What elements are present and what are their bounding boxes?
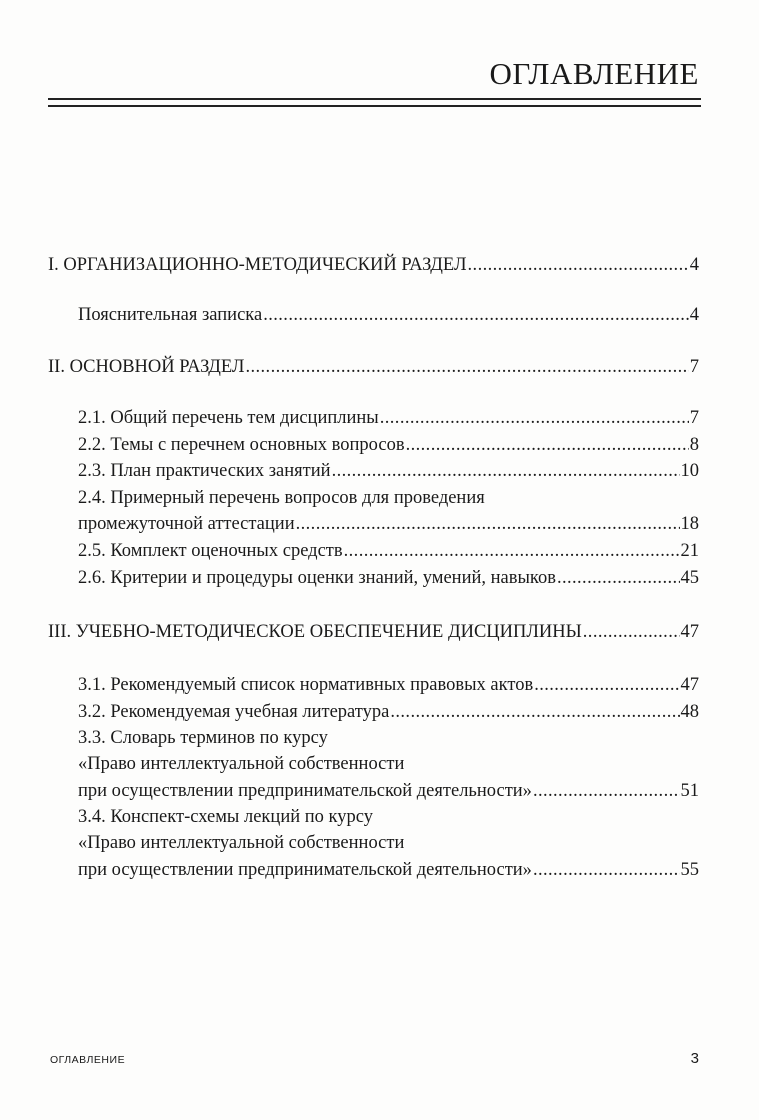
toc-entry-text: промежуточной аттестации [78, 514, 295, 534]
toc-entry-3-3-line1: 3.3. Словарь терминов по курсу [78, 728, 328, 748]
toc-entry-3-3-line2: «Право интеллектуальной собственности [78, 754, 405, 774]
toc-leader-dots [344, 539, 680, 563]
toc-entry-page: 7 [689, 357, 699, 377]
toc-entry-2-4[interactable] [78, 512, 699, 536]
toc-entry-text: I. ОРГАНИЗАЦИОННО-МЕТОДИЧЕСКИЙ РАЗДЕЛ [48, 255, 467, 275]
toc-entry-text: 2.5. Комплект оценочных средств [78, 541, 343, 561]
toc-leader-dots [533, 858, 680, 882]
toc-entry-page: 47 [680, 622, 699, 642]
toc-entry-3-4-line2: «Право интеллектуальной собственности [78, 833, 405, 853]
title-rule-upper [48, 98, 701, 100]
toc-entry-3-1[interactable] [78, 673, 699, 697]
toc-entry-section-3[interactable] [48, 620, 699, 644]
toc-entry-text: III. УЧЕБНО-МЕТОДИЧЕСКОЕ ОБЕСПЕЧЕНИЕ ДИСЦИПЛИНЫ [48, 622, 582, 642]
toc-leader-dots [332, 459, 680, 483]
toc-leader-dots [533, 779, 680, 803]
toc-entry-2-6[interactable] [78, 566, 699, 590]
toc-entry-2-2[interactable] [78, 433, 699, 457]
toc-entry-page: 51 [680, 781, 699, 801]
toc-entry-2-5[interactable] [78, 539, 699, 563]
toc-entry-text: 2.3. План практических занятий [78, 461, 331, 481]
toc-entry-page: 18 [680, 514, 699, 534]
toc-leader-dots [534, 673, 679, 697]
toc-leader-dots [390, 700, 679, 724]
toc-leader-dots [263, 303, 689, 327]
toc-entry-2-3[interactable] [78, 459, 699, 483]
toc-entry-3-3[interactable] [78, 779, 699, 803]
toc-entry-text: 3.1. Рекомендуемый список нормативных правовых актов [78, 675, 534, 695]
toc-entry-page: 10 [680, 461, 699, 481]
toc-entry-text: при осуществлении предпринимательской деятельности» [78, 781, 532, 801]
toc-entry-explanatory-note[interactable] [78, 303, 699, 327]
toc-entry-page: 48 [680, 702, 699, 722]
toc-entry-text: при осуществлении предпринимательской деятельности» [78, 860, 532, 880]
toc-entry-3-4-line1: 3.4. Конспект-схемы лекций по курсу [78, 807, 373, 827]
toc-entry-page: 55 [680, 860, 699, 880]
toc-entry-3-2[interactable] [78, 700, 699, 724]
toc-entry-page: 7 [689, 408, 699, 428]
toc-leader-dots [406, 433, 689, 457]
toc-entry-page: 47 [680, 675, 699, 695]
toc-entry-page: 4 [689, 305, 699, 325]
toc-entry-text: 2.2. Темы с перечнем основных вопросов [78, 435, 405, 455]
title-rule-lower [48, 105, 701, 107]
toc-leader-dots [557, 566, 680, 590]
toc-leader-dots [296, 512, 680, 536]
toc-entry-text: Пояснительная записка [78, 305, 263, 325]
toc-entry-page: 8 [689, 435, 699, 455]
toc-entry-3-4[interactable] [78, 858, 699, 882]
toc-entry-2-1[interactable] [78, 406, 699, 430]
toc-entry-text: 2.6. Критерии и процедуры оценки знаний, умений, навыков [78, 568, 556, 588]
toc-entry-page: 45 [680, 568, 699, 588]
toc-entry-section-2[interactable] [48, 355, 699, 379]
toc-entry-text: II. ОСНОВНОЙ РАЗДЕЛ [48, 357, 245, 377]
toc-entry-page: 4 [689, 255, 699, 275]
footer-page-number: 3 [690, 1050, 699, 1067]
toc-entry-text: 3.2. Рекомендуемая учебная литература [78, 702, 390, 722]
toc-leader-dots [468, 253, 689, 277]
page-title: ОГЛАВЛЕНИЕ [489, 56, 699, 91]
footer-section-label: ОГЛАВЛЕНИЕ [50, 1054, 126, 1066]
toc-entry-section-1[interactable] [48, 253, 699, 277]
toc-leader-dots [245, 355, 688, 379]
toc-leader-dots [583, 620, 680, 644]
toc-entry-page: 21 [680, 541, 699, 561]
toc-leader-dots [380, 406, 689, 430]
toc-entry-2-4-line1: 2.4. Примерный перечень вопросов для проведения [78, 488, 485, 508]
toc-entry-text: 2.1. Общий перечень тем дисциплины [78, 408, 379, 428]
